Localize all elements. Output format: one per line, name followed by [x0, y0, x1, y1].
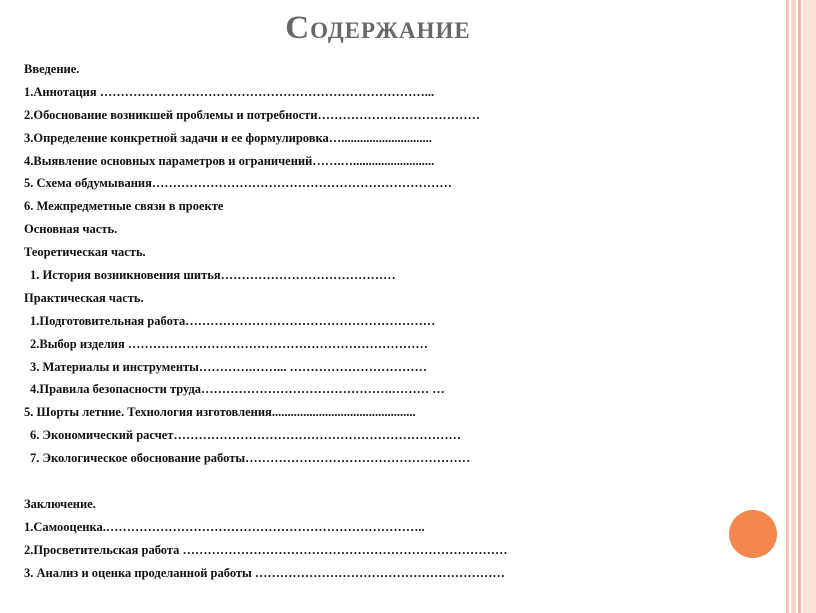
toc-item: 3.Определение конкретной задачи и ее формулировка….............................: [24, 130, 432, 145]
stripe: [791, 0, 797, 613]
stripe: [786, 0, 789, 613]
toc-item: 7. Экологическое обоснование работы………………………………………………: [30, 451, 471, 466]
toc-item: 2.Просветительская работа ……………………………………………………………………: [24, 542, 508, 557]
toc-item: 5. Шорты летние. Технология изготовления..............................................: [24, 405, 416, 420]
decorative-stripes: [786, 0, 816, 613]
page-title: Содержание: [285, 10, 471, 46]
toc-item: 1. История возникновения шитья……………………………………: [30, 268, 396, 283]
toc-item: Теоретическая часть.: [24, 245, 146, 260]
toc-item: 2.Обоснование возникшей проблемы и потребности…………………………………: [24, 107, 480, 122]
table-of-contents: [24, 58, 744, 584]
toc-item: 6. Межпредметные связи в проекте: [24, 199, 224, 214]
toc-item: 4.Выявление основных параметров и ограничений…….…..........................: [24, 153, 435, 168]
toc-item: 5. Схема обдумывания………………………………………………………………: [24, 176, 452, 191]
toc-item: Основная часть.: [24, 222, 118, 237]
toc-item: Практическая часть.: [24, 290, 144, 305]
toc-item: 1.Аннотация ……………………………………………………………………...: [24, 84, 435, 99]
toc-item: 3. Материалы и инструменты………….……... ……………………………: [30, 359, 428, 374]
stripe: [803, 0, 816, 613]
toc-item: 6. Экономический расчет……………………………………………………………: [30, 428, 461, 443]
toc-item: 4.Правила безопасности труда……………………………………….……… …: [30, 382, 445, 397]
toc-item: 1.Самооценка.…………………………………………………………………..: [24, 519, 425, 534]
toc-item: Заключение.: [24, 496, 96, 511]
toc-item: Введение.: [24, 62, 80, 76]
stripe: [798, 0, 801, 613]
toc-item: 1.Подготовительная работа……………………………………………………: [30, 313, 436, 328]
toc-spacer: [24, 470, 744, 493]
toc-item: 3. Анализ и оценка проделанной работы ……………………………………………………: [24, 565, 505, 580]
toc-item: 2.Выбор изделия ………………………………………………………………: [30, 336, 428, 351]
